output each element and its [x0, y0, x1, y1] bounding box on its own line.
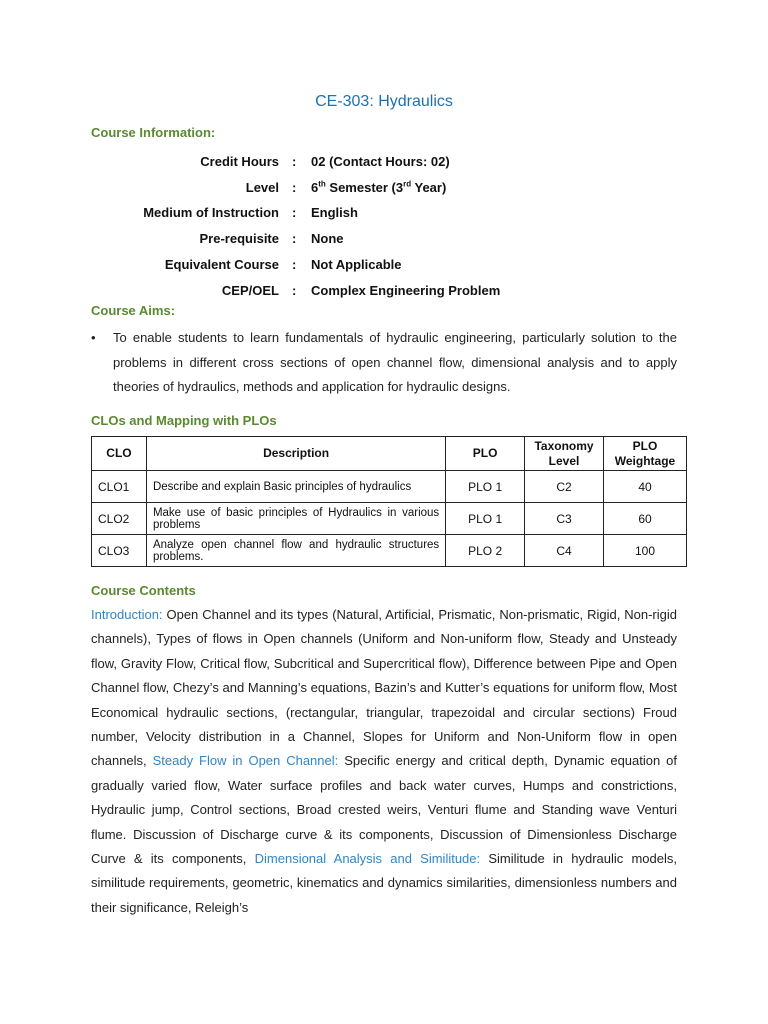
info-label: Pre-requisite — [199, 231, 279, 246]
info-value: None — [311, 231, 344, 246]
info-row-cep-oel — [0, 283, 768, 301]
cell-plo: PLO 2 — [446, 535, 525, 567]
info-colon: : — [292, 257, 297, 272]
info-value: 02 (Contact Hours: 02) — [311, 154, 450, 169]
info-label: Medium of Instruction — [143, 205, 279, 220]
header-description: Description — [146, 437, 445, 471]
cell-taxonomy: C3 — [525, 503, 604, 535]
topic-introduction-text: Open Channel and its types (Natural, Artificial, Prismatic, Non-prismatic, Rigid, Non-rigid channels), Types of flows in Open channels (Uniform and Non-uniform flow, Steady and Unsteady flow, Gravity Flow, Critical flow, Subcritical and Supercritical flow), Difference between Pipe and Open Channel flow, Chezy’s and Manning’s equations, Bazin’s and Kutter’s equations for uniform flow, Most Economical hydraulic sections, (rectangular, triangular, trapezoidal and circular sections) Froud number, Velocity distribution in a Channel, Slopes for Uniform and Non-Uniform flow in open channels, — [91, 607, 677, 769]
topic-steady-flow-text: Specific energy and critical depth, Dynamic equation of gradually varied flow, Water surface profiles and back water curves, Humps and constrictions, Hydraulic jump, Control sections, Broad crested weirs, Venturi flume and Standing wave Venturi flume. Discussion of Discharge curve & its components, Discussion of Dimensionless Discharge Curve & its components, — [91, 753, 678, 867]
info-row-equivalent-course — [0, 257, 768, 275]
course-contents-body — [91, 603, 677, 920]
header-plo-weightage: PLO Weightage — [604, 437, 687, 471]
info-row-credit-hours — [0, 154, 768, 172]
info-value: 6th Semester (3rd Year) — [311, 179, 447, 195]
table-header-row — [92, 437, 687, 471]
course-aims-list — [91, 326, 677, 400]
clo-plo-table — [91, 436, 687, 567]
cell-taxonomy: C2 — [525, 471, 604, 503]
cell-description: Make use of basic principles of Hydraulics in various problems — [146, 503, 445, 535]
info-colon: : — [292, 231, 297, 246]
topic-dimensional-analysis-text: Similitude in hydraulic models, similitude requirements, geometric, kinematics and dynamics similarities, dimensionless numbers and their significance, Releigh’s — [91, 851, 677, 915]
cell-clo: CLO1 — [92, 471, 147, 503]
clo-mapping-heading: CLOs and Mapping with PLOs — [91, 413, 277, 428]
info-colon: : — [292, 205, 297, 220]
info-value: Complex Engineering Problem — [311, 283, 501, 298]
info-colon: : — [292, 180, 297, 195]
cell-taxonomy: C4 — [525, 535, 604, 567]
info-colon: : — [292, 154, 297, 169]
topic-introduction: Introduction: — [91, 607, 163, 622]
info-row-level — [0, 180, 768, 198]
header-taxonomy-level: Taxonomy Level — [525, 437, 604, 471]
table-row — [92, 503, 687, 535]
info-row-prerequisite — [0, 231, 768, 249]
cell-weightage: 60 — [604, 503, 687, 535]
course-contents-heading: Course Contents — [91, 583, 196, 598]
bullet-icon: • — [91, 330, 96, 345]
info-label: Level — [245, 180, 279, 195]
cell-clo: CLO3 — [92, 535, 147, 567]
cell-weightage: 40 — [604, 471, 687, 503]
info-row-medium — [0, 205, 768, 223]
cell-plo: PLO 1 — [446, 503, 525, 535]
info-value: Not Applicable — [311, 257, 402, 272]
info-label: Credit Hours — [200, 154, 279, 169]
table-row — [92, 535, 687, 567]
cell-description: Analyze open channel flow and hydraulic structures problems. — [146, 535, 445, 567]
table-row — [92, 471, 687, 503]
course-information-heading: Course Information: — [91, 125, 216, 140]
cell-plo: PLO 1 — [446, 471, 525, 503]
course-aims-text: To enable students to learn fundamentals of hydraulic engineering, particularly solution to the problems in different cross sections of open channel flow, dimensional analysis and to apply theories of hydraulics, methods and application for hydraulic designs. — [113, 330, 677, 394]
cell-description: Describe and explain Basic principles of hydraulics — [146, 471, 445, 503]
header-plo: PLO — [446, 437, 525, 471]
topic-dimensional-analysis: Dimensional Analysis and Similitude: — [254, 851, 481, 867]
course-aims-heading: Course Aims: — [91, 303, 176, 318]
topic-steady-flow: Steady Flow in Open Channel: — [152, 753, 339, 769]
header-clo: CLO — [92, 437, 147, 471]
info-colon: : — [292, 283, 297, 298]
page-title: CE-303: Hydraulics — [315, 93, 453, 110]
cell-weightage: 100 — [604, 535, 687, 567]
info-value: English — [311, 205, 358, 220]
info-label: Equivalent Course — [164, 257, 279, 272]
info-label: CEP/OEL — [221, 283, 279, 298]
cell-clo: CLO2 — [92, 503, 147, 535]
